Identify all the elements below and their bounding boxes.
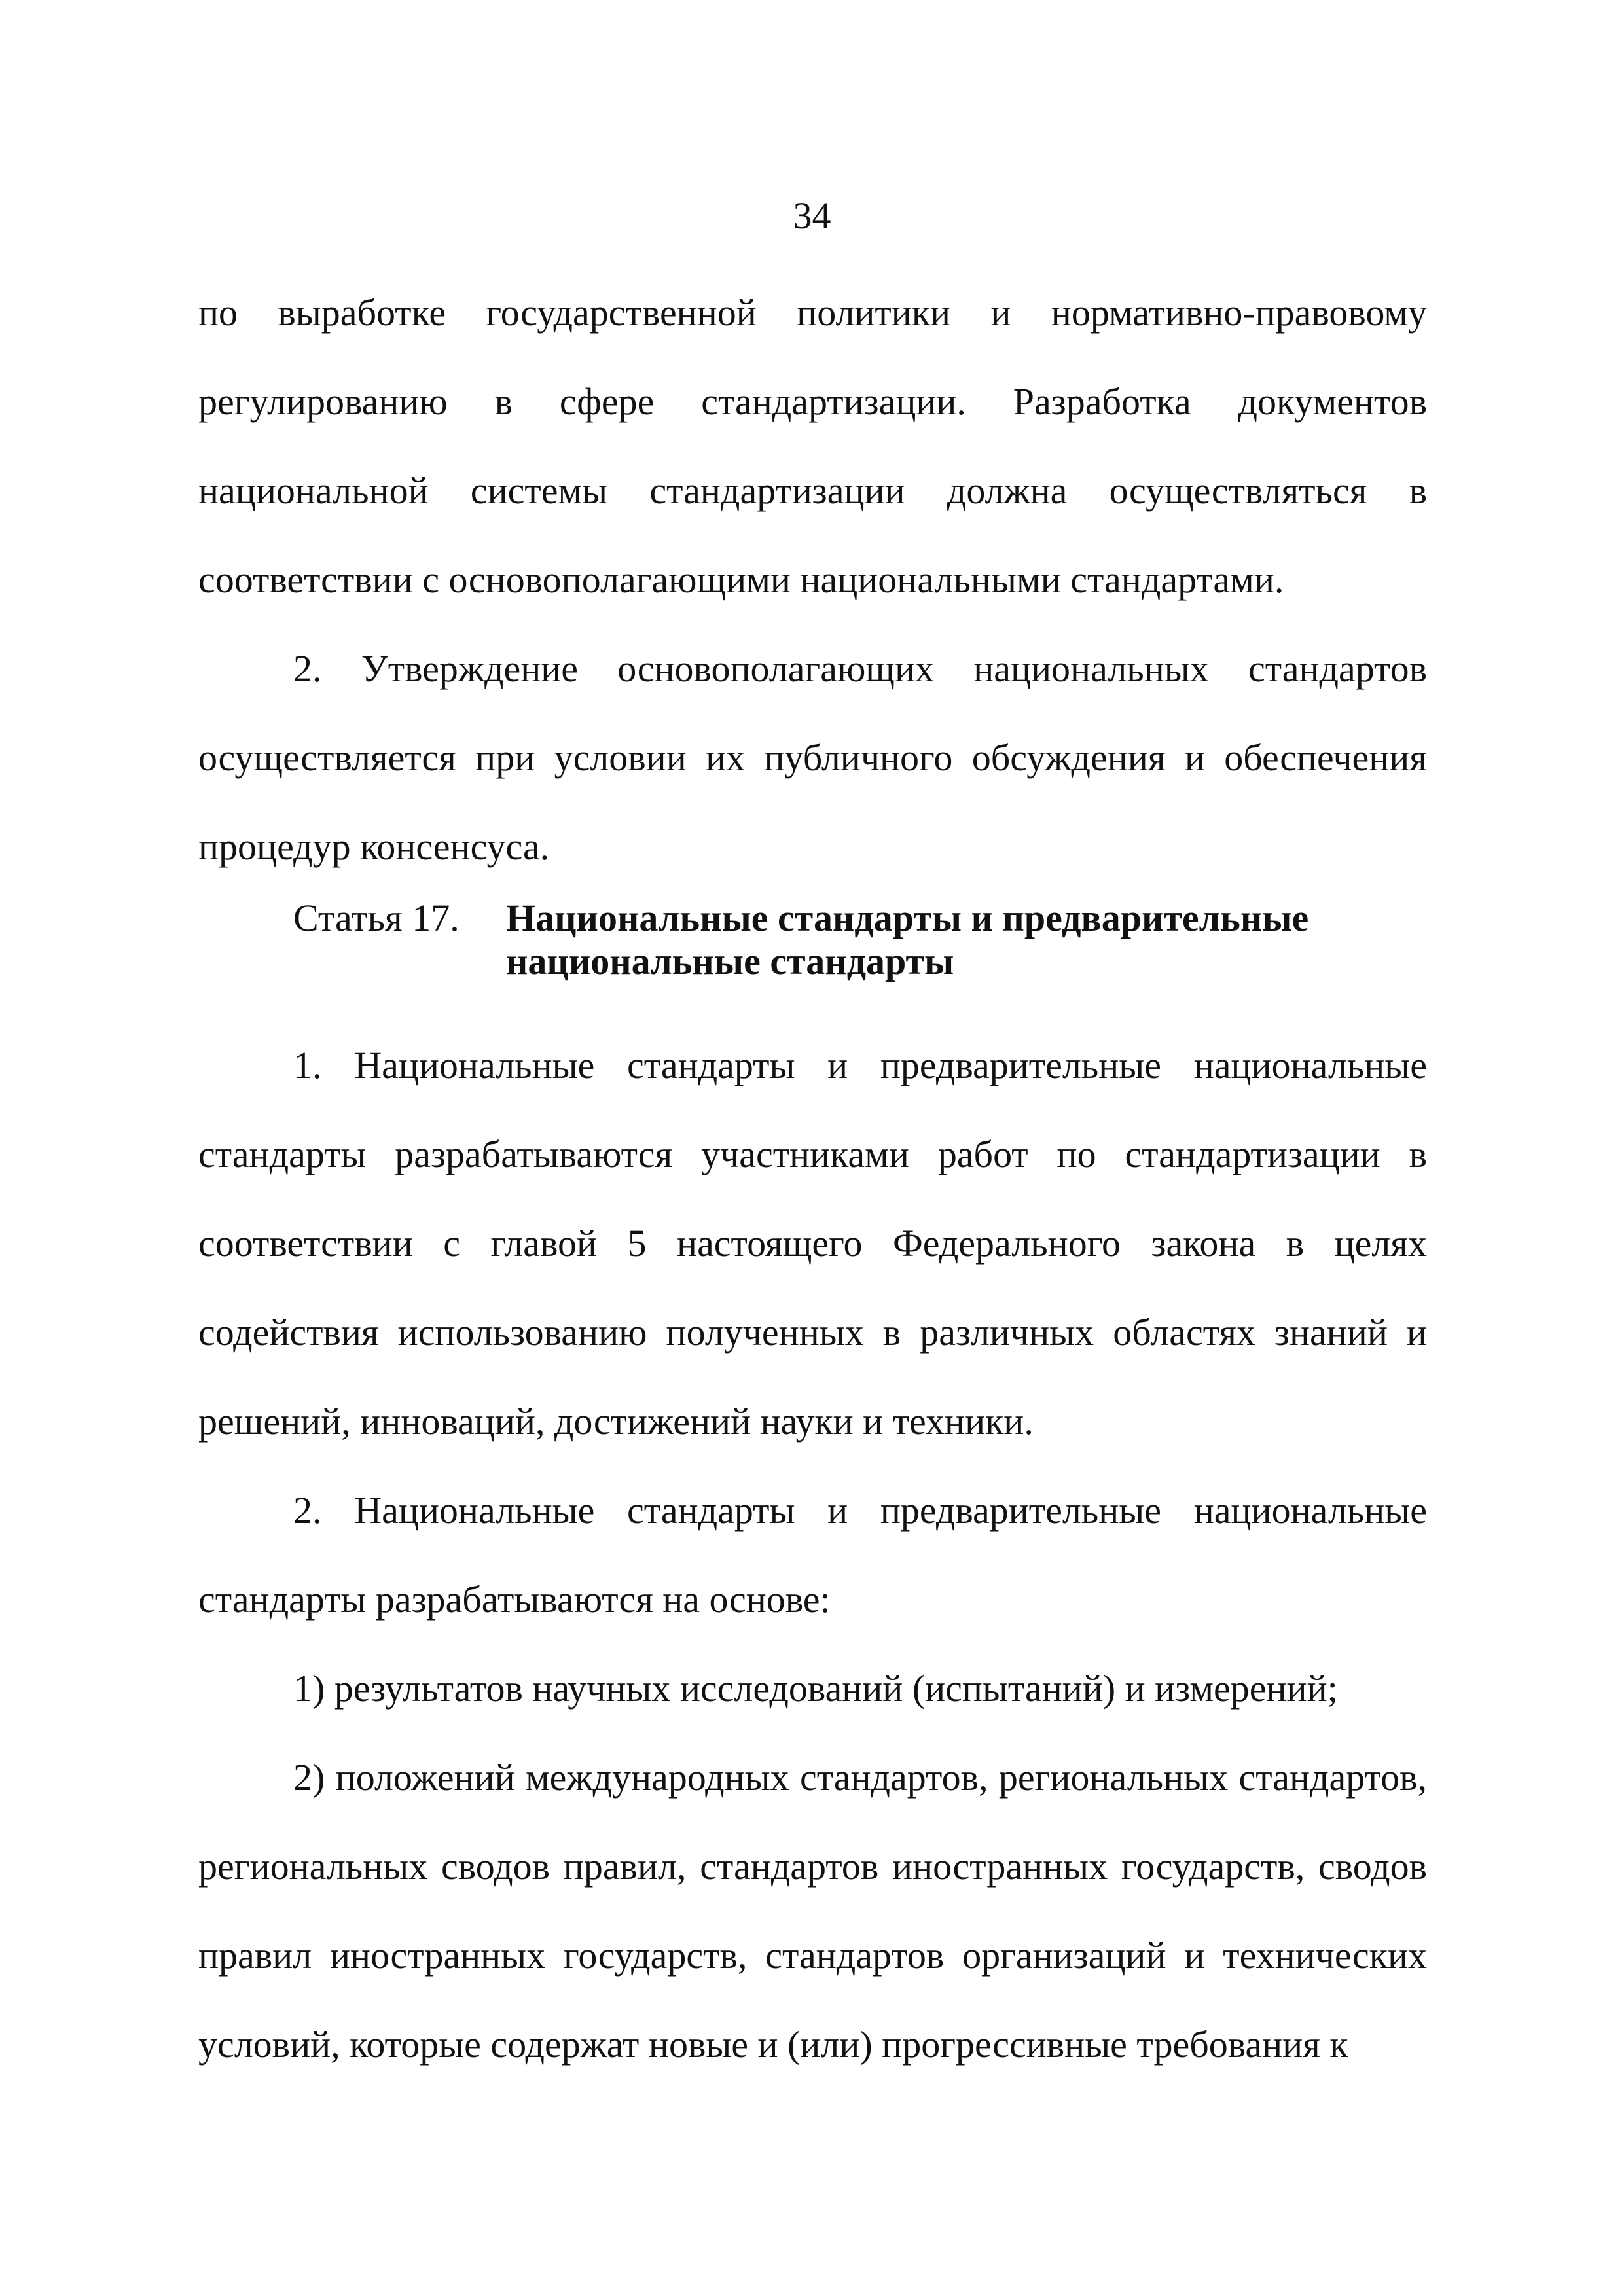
page-number: 34 bbox=[793, 194, 831, 237]
article-title-line-1: Национальные стандарты и предварительные bbox=[506, 897, 1309, 939]
article-title-line-2: национальные стандарты bbox=[506, 940, 954, 982]
paragraph-subitem-2: 2) положений международных стандартов, региональных стандартов, региональных сводов правил, стандартов иностранных государств, сводов правил иностранных государств, стандартов организаций и технических условий, которые содержат новые и (или) прогрессивные требования к bbox=[198, 1756, 1427, 2066]
paragraph-item-2-basis: 2. Национальные стандарты и предварительные национальные стандарты разрабатываются на основе: bbox=[198, 1489, 1427, 1621]
paragraph-item-2: 2. Утверждение основополагающих национальных стандартов осуществляется при условии их публичного обсуждения и обеспечения процедур консенсуса. bbox=[198, 647, 1427, 868]
paragraph-continuation: по выработке государственной политики и нормативно-правовому регулированию в сфере стандартизации. Разработка документов национальной системы стандартизации должна осуществляться в соответствии с основополагающими национальными стандартами. bbox=[198, 291, 1427, 601]
text-block-article-17 bbox=[198, 1021, 1427, 2089]
article-label: Статья 17. bbox=[293, 897, 460, 939]
text-block-top bbox=[198, 268, 1427, 891]
paragraph-item-1: 1. Национальные стандарты и предварительные национальные стандарты разрабатываются участниками работ по стандартизации в соответствии с главой 5 настоящего Федерального закона в целях содействия использованию полученных в различных областях знаний и решений, инноваций, достижений науки и техники. bbox=[198, 1044, 1427, 1443]
paragraph-subitem-1: 1) результатов научных исследований (испытаний) и измерений; bbox=[293, 1667, 1338, 1710]
article-title bbox=[506, 897, 1357, 983]
